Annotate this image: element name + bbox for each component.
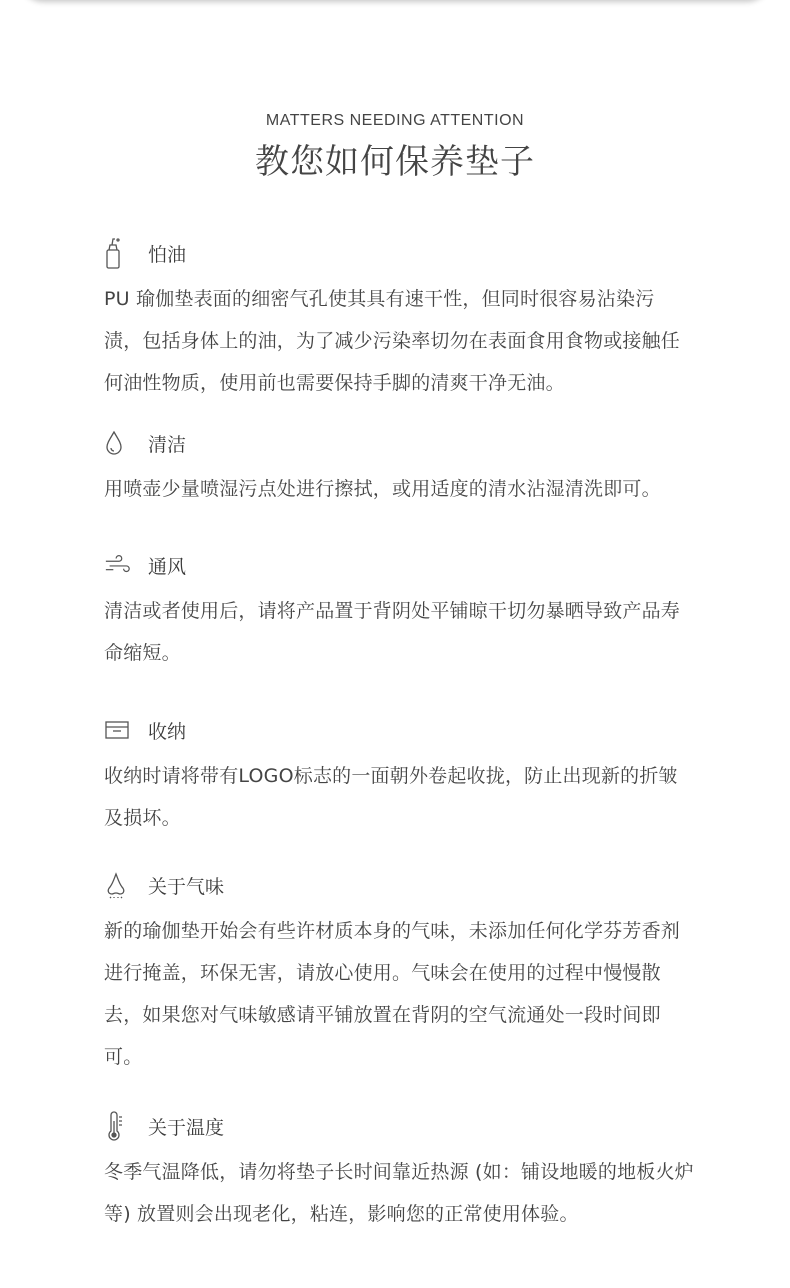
oil-bottle-icon xyxy=(104,236,132,270)
section-title: 关于气味 xyxy=(148,875,225,898)
section-oil xyxy=(104,236,690,404)
section-title: 关于温度 xyxy=(148,1116,225,1139)
section-body: 冬季气温降低，请勿将垫子长时间靠近热源 (如：铺设地暖的地板火炉等) 放置则会出现老化，粘连，影响您的正常使用体验。 xyxy=(104,1161,694,1225)
water-drop-icon xyxy=(104,426,132,460)
section-body: 清洁或者使用后，请将产品置于背阴处平铺晾干切勿暴晒导致产品寿命缩短。 xyxy=(104,600,681,664)
section-body: 用喷壶少量喷湿污点处进行擦拭，或用适度的清水沾湿清洗即可。 xyxy=(104,478,661,500)
section-body: 收纳时请将带有LOGO标志的一面朝外卷起收拢，防止出现新的折皱及损坏。 xyxy=(104,765,678,829)
section-header xyxy=(104,548,682,582)
section-ventilation xyxy=(104,548,682,674)
section-header xyxy=(104,868,682,902)
page-title: 教您如何保养垫子 xyxy=(255,142,535,182)
section-title: 怕油 xyxy=(148,243,187,266)
page-header xyxy=(0,112,790,183)
section-header xyxy=(104,713,694,747)
section-header xyxy=(104,236,690,270)
wind-icon xyxy=(104,548,132,582)
section-title: 通风 xyxy=(148,555,187,578)
section-title: 清洁 xyxy=(148,433,187,456)
section-body: PU 瑜伽垫表面的细密气孔使其具有速干性，但同时很容易沾染污渍，包括身体上的油，为了减少污染率切勿在表面食用食物或接触任何油性物质，使用前也需要保持手脚的清爽干净无油。 xyxy=(104,288,681,394)
section-header xyxy=(104,426,704,460)
section-temperature xyxy=(104,1109,694,1235)
nose-icon xyxy=(104,868,132,902)
thermometer-icon xyxy=(104,1109,132,1143)
section-body: 新的瑜伽垫开始会有些许材质本身的气味，未添加任何化学芬芳香剂进行掩盖，环保无害，请放心使用。气味会在使用的过程中慢慢散去，如果您对气味敏感请平铺放置在背阴的空气流通处一段时间即可。 xyxy=(104,920,681,1068)
storage-box-icon xyxy=(104,713,132,747)
section-title: 收纳 xyxy=(148,720,187,743)
section-odor xyxy=(104,868,682,1078)
section-storage xyxy=(104,713,694,839)
page-subtitle: MATTERS NEEDING ATTENTION xyxy=(265,112,525,129)
section-clean xyxy=(104,426,704,510)
section-header xyxy=(104,1109,694,1143)
